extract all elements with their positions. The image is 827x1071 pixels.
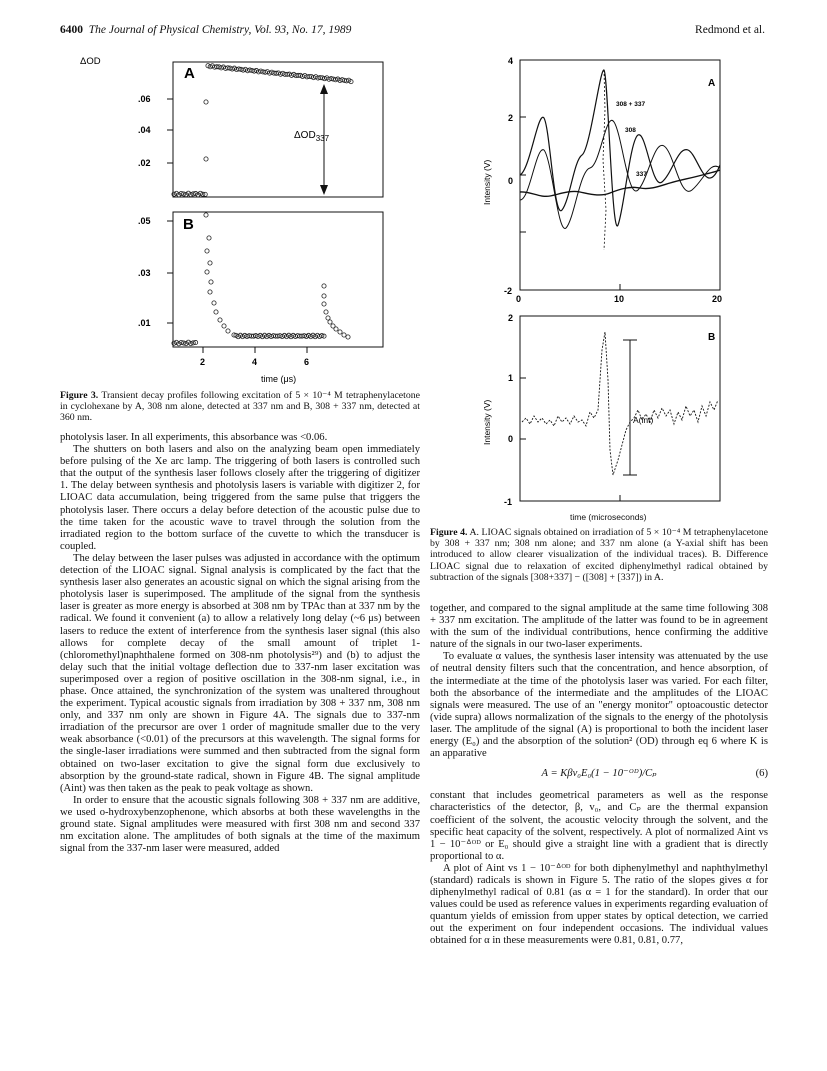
fig3-data-point [208,290,212,294]
fig4-trace-label: 337 [636,171,647,178]
fig4-aint-label: A(int) [633,415,654,425]
figure-4-traces [520,70,723,475]
fig3-data-point [207,236,211,240]
figure-4-caption-label: Figure 4. [430,527,468,538]
fig4-ytick-label: 2 [508,313,514,323]
fig3-data-point [322,284,326,288]
fig3-data-point [209,280,213,284]
fig3-ytick-label: .04 [138,125,151,135]
fig3-panel-b-label: B [183,216,194,233]
equation-6 [430,768,768,780]
fig3-data-point [326,316,330,320]
fig3-data-point [212,301,216,305]
fig3-data-point [226,329,230,333]
fig4-trace [520,70,720,226]
fig4-xtick-label: 20 [712,294,723,304]
fig4-ytick-label: -1 [504,497,513,505]
fig3-ytick-label: .06 [138,94,151,104]
fig4-trace [603,70,606,250]
fig3-ylabel: ΔOD [80,56,101,67]
fig3-delta-od-label: $\Delta OD_{337}$ [294,130,330,143]
figure-4-caption [430,527,768,583]
fig4-xtick-label: 0 [516,294,522,304]
fig3-data-point [322,302,326,306]
fig3-data-point [342,333,346,337]
fig4-trace [520,120,720,228]
paragraph: constant that includes geometrical parameters as well as the response characteristics of the detector, β, v₀, and Cₚ are the thermal expansion coefficient of the solvent, the acoustic velocity through the solvent, and the specific heat capacity of the solvent, respectively. A plot of normalized Aint vs 1 − 10⁻ᐞᴼᴰ or E₀ should give a straight line with a gradient that is directly proportional to α. [430,790,768,862]
fig3-data-point [214,310,218,314]
fig3-data-point [218,318,222,322]
fig4-trace-label: 308 + 337 [616,101,646,108]
figure-4-axes [520,60,723,501]
fig4-ytick-label: -2 [504,286,513,296]
paragraph: A plot of Aint vs 1 − 10⁻ᐞᴼᴰ for both diphenylmethyl and naphthylmethyl (standard) radicals is shown in Figure 5. The ratio of the slopes gives α for diphenylmethyl radical of 0.81 (as α = 1 for the standard). In order that our values could be used as reference values in experiments regarding evaluation of quantum yields of emission from upper states by optical detection, we carried out the experiment on four independent occasions. The individual values obtained for α in these measurements were 0.81, 0.81, 0.77, [430,862,768,947]
fig3-xtick-label: 4 [252,357,258,367]
figure-4 [470,50,770,505]
figure-3-panel-a-frame [173,62,383,197]
figure-4-panel-a-frame [520,60,720,290]
fig4-xtick-label: 10 [614,294,625,304]
fig4-ytick-label: 1 [508,373,514,383]
fig4-ytick-label: 4 [508,56,514,66]
fig4-panel-b-label: B [708,332,716,343]
fig3-data-point [204,213,208,217]
figure-4-caption-text: A. LIOAC signals obtained on irradiation of 5 × 10⁻⁴ M tetraphenylacetone by 308 + 337 nm; 308 nm alone; and 337 nm alone (a Y-axial shift has been introduced to allow clearer visualization of the individual traces). B. Difference LIOAC signal due to relaxation of excited diphenylmethyl radical obtained by subtraction of the signals [308+337] − ([308] + [337]) in A. [430,527,768,583]
fig4-xlabel: time (microseconds) [570,512,647,522]
fig3-data-point [334,327,338,331]
paragraph: photolysis laser. In all experiments, this absorbance was <0.06. [60,432,328,443]
fig4-trace [520,170,720,196]
fig3-data-point [338,330,342,334]
fig4-ylabel-b: Intensity (V) [482,399,492,445]
figure-4-panel-b-frame [520,316,720,501]
fig3-panel-a-label: A [184,65,195,82]
running-head-authors: Redmond et al. [695,24,765,36]
fig3-ytick-label: .01 [138,318,151,328]
page-number: 6400 [60,24,83,36]
fig3-xtick-label: 2 [200,357,206,367]
figure-3 [58,52,418,387]
fig4-trace [522,332,718,475]
journal-title: The Journal of Physical Chemistry, Vol. 93, No. 17, 1989 [88,24,352,36]
equation-text: A = Kβv₀E₀(1 − 10⁻ᴼᴰ)/Cₚ [541,768,657,780]
fig4-ytick-label: 2 [508,113,514,123]
fig4-ytick-label: 0 [508,434,514,444]
figure-3-axes [167,62,383,353]
fig3-data-point [208,261,212,265]
figure-3-data-points [172,64,353,346]
fig3-data-point [346,335,350,339]
fig3-arrow-down [320,185,328,195]
fig3-data-point [222,324,226,328]
fig3-data-point [324,310,328,314]
running-head [60,24,351,36]
paragraph: together, and compared to the signal amplitude at the same time following 308 + 337 nm excitation. The amplitude of the latter was found to be in agreement with the sum of the individual contributions, hence confirming the additive nature of the signals in our two-laser experiments. [430,603,768,651]
fig3-data-point [322,294,326,298]
fig3-arrow-up [320,84,328,94]
fig3-data-point [204,157,208,161]
fig4-panel-a-label: A [708,78,716,89]
paragraph: To evaluate α values, the synthesis laser intensity was attenuated by the use of neutral density filters such that the concentration, and hence absorption, of the intermediate at the time of the photolysis laser was varied. For each filter, both the absorbance of the intermediate and the amplitudes of the LIOAC signals were measured. The use of an "energy monitor" optoacoustic detector (vide supra) allows normalization of the signals to the energy of the photolysis laser. The amplitude of the signal (A) is proportional to both the incident laser energy (E₀) and the absorption of the solution² (OD) through eq 6 where K is an apparative [430,651,768,760]
paragraph: The delay between the laser pulses was adjusted in accordance with the optimum detection of the LIOAC signal. Signal analysis is complicated by the fact that the synthesis laser also generates an acoustic signal on which the signal arising from the photolysis laser is superimposed. The amplitude of the signal from the synthesis laser is greater as more energy is absorbed at 308 nm by TPAc than at 337 nm by the radical. We found it convenient (a) to allow a relatively long delay (~6 μs) between lasers to reduce the extent of interference from the synthesis laser signal (this also allows for complete decay of the small amount of triplet 1-(chloromethyl)naphthalene formed on 308-nm photolysis²⁹) and (b) to adjust the delay such that the initial voltage deflection due to 337-nm laser excitation was superimposed over a region of positive oscillation in the 308-nm signal, i.e., in phase. Once attained, the synchronization of the system was unaltered throughout the experiment. Typical acoustic signals from irradiation by 308 + 337 nm, 308 nm only, and 337 nm only are shown in Figure 4A. The signals due to 337-nm irradiation of the precursor are over 1 order of magnitude smaller due to the very weak absorbance (<0.01) of the precursors at this wavelength. The signal forms for the single-laser irradiations were summed and then subtracted from the signal form obtained on two-laser excitation to give the signal form due exclusively to absorption by the ground-state radical, shown in Figure 4B. The signal amplitude (Aint) was then taken as the peak to peak voltage as shown. [60,552,420,794]
fig3-ytick-label: .03 [138,268,151,278]
fig3-data-point [205,270,209,274]
figure-3-panel-b-frame [173,212,383,347]
paragraph: The shutters on both lasers and also on the analyzing beam open immediately before pulsing of the Xe arc lamp. The triggering of both lasers is controlled such that the output of the synthesis laser follows closely after the triggering of digitizer 1. The delay between synthesis and photolysis lasers is variable with digitizer 2, for LIOAC data accumulation, being triggered from the same pulse that triggers the photolysis laser. There occurs a delay before detection of the acoustic pulse due to the time taken for the acoustic wave to travel through the solution from the irradiated region to the bottom surface of the cuvette to which the transducer is coupled. [60,444,420,552]
figure-3-caption-label: Figure 3. [60,390,99,401]
fig4-ylabel-a: Intensity (V) [482,159,492,205]
figure-3-caption-text: Transient decay profiles following excitation of 5 × 10⁻⁴ M tetraphenylacetone in cyclohexane by A, 308 nm alone, detected at 337 nm and B, 308 + 337 nm, detected at 360 nm. [60,390,421,424]
figure-3-caption [60,390,420,424]
fig3-xtick-label: 6 [304,357,310,367]
fig3-ytick-label: .02 [138,158,151,168]
right-text-column [430,603,768,948]
fig3-data-point [204,100,208,104]
fig3-data-point [328,320,332,324]
equation-number: (6) [755,768,768,780]
paragraph: In order to ensure that the acoustic signals following 308 + 337 nm are additive, we used o-hydroxybenzophenone, which absorbs at both these wavelengths in the ground state. Signal amplitudes were measured with first 308 nm and second 337 nm excitation alone. The amplitudes of both signals at the time of the maximum signal from the 337-nm laser were measured, added [60,794,420,855]
fig4-ytick-label: 0 [508,176,514,186]
fig4-trace-label: 308 [625,127,636,134]
left-text-column [60,432,420,855]
fig3-ytick-label: .05 [138,216,151,226]
fig3-xlabel: time (μs) [261,374,297,384]
fig3-data-point [205,249,209,253]
